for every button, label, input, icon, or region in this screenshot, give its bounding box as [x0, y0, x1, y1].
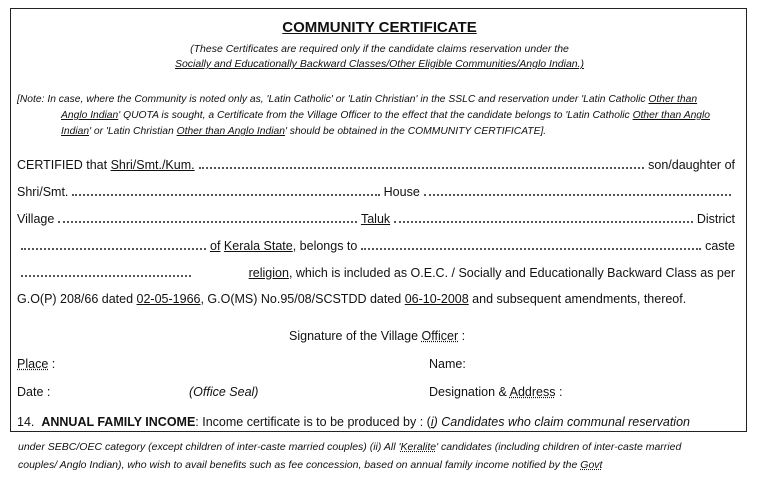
note-mid: ' QUOTA is sought, a Certificate from the Village Officer to the effect that the candidate belongs to 'Latin Catholic — [118, 110, 630, 121]
certificate-subtitle-line2: Socially and Educationally Backward Classes/Other Eligible Communities/Anglo Indian.) — [174, 58, 585, 70]
income-number: 14. — [17, 415, 35, 429]
body-line-5 — [17, 265, 735, 280]
village-label: Village — [17, 212, 55, 226]
note-line2 — [61, 110, 710, 121]
caste-label: caste — [705, 239, 735, 253]
income-line-2 — [18, 441, 681, 453]
shri-smt-label: Shri/Smt. — [17, 185, 69, 199]
note-other-than-anglo-2: Other than Anglo — [632, 110, 711, 121]
income-item-i: i — [430, 415, 434, 429]
name-label: Name: — [429, 357, 466, 371]
officer-label: Officer — [421, 329, 459, 343]
religion-blank — [21, 265, 191, 277]
certificate-title: COMMUNITY CERTIFICATE — [282, 19, 477, 36]
caste-blank — [361, 238, 701, 250]
go-prefix: G.O(P) 208/66 dated — [17, 292, 134, 306]
go-suffix: and subsequent amendments, thereof. — [472, 292, 687, 306]
note-other-than-1: Other than — [648, 94, 698, 105]
parent-name-blank — [72, 184, 379, 196]
date-label: Date : — [17, 385, 51, 399]
taluk-blank — [394, 211, 693, 223]
signature-colon: : — [458, 329, 466, 343]
kerala-state-label: Kerala State — [223, 239, 293, 253]
income-item-i-text: ) Candidates who claim communal reservation — [433, 415, 690, 429]
go-mid: , G.O(MS) No.95/08/SCSTDD dated — [200, 292, 402, 306]
note-or-text: ' or 'Latin Christian — [89, 126, 174, 137]
son-daughter-of-label: son/daughter of — [648, 158, 735, 172]
religion-label: religion — [248, 266, 289, 280]
place-label: Place — [17, 357, 49, 371]
of-label: of — [210, 239, 221, 253]
income-heading: ANNUAL FAMILY INCOME — [41, 415, 196, 429]
note-anglo-indian-1: Anglo Indian — [61, 110, 119, 121]
shri-smt-kum-label: Shri/Smt./Kum. — [110, 158, 195, 172]
candidate-name-blank — [199, 157, 645, 169]
body-line-3 — [17, 211, 735, 226]
go-date-1: 02-05-1966 — [136, 292, 201, 306]
income-intro: : Income certificate is to be produced by : ( — [195, 415, 431, 429]
note-indian-2: Indian — [61, 126, 90, 137]
income-line3-a: couples/ Anglo Indian), who wish to avail benefits such as fee concession, based on annual family income notified by the — [18, 459, 578, 471]
office-seal-label: (Office Seal) — [189, 385, 259, 399]
income-line2-b: ' candidates (including children of inter-caste married — [436, 441, 682, 453]
certified-that-label: CERTIFIED that — [17, 158, 108, 172]
note-line1 — [17, 94, 697, 105]
address-label: Address — [509, 385, 556, 399]
belongs-to-label: , belongs to — [292, 239, 358, 253]
body-line-4 — [17, 238, 735, 253]
govt-word: Govt — [580, 459, 603, 471]
note-suffix: ' should be obtained in the COMMUNITY CERTIFICATE]. — [284, 126, 547, 137]
designation-row — [429, 385, 562, 399]
designation-label: Designation & — [429, 385, 507, 399]
certificate-subtitle-line1: (These Certificates are required only if the candidate claims reservation under the — [190, 43, 569, 55]
address-colon: : — [555, 385, 563, 399]
certificate-box — [10, 8, 747, 432]
keralite-word: Keralite — [400, 441, 437, 453]
house-label: House — [383, 185, 420, 199]
body-line-2 — [17, 184, 735, 199]
district-label: District — [696, 212, 736, 226]
signature-line — [289, 329, 465, 343]
district-blank — [21, 238, 206, 250]
go-date-2: 06-10-2008 — [404, 292, 469, 306]
house-blank — [424, 184, 731, 196]
place-colon: : — [48, 357, 56, 371]
village-blank — [58, 211, 357, 223]
body-line-6 — [17, 292, 686, 306]
note-other-than-anglo-3: Other than Anglo Indian — [176, 126, 285, 137]
note-prefix: [Note: In case, where the Community is noted only as, 'Latin Catholic' or 'Latin Christian' in the SSLC and reservation under 'Latin Catholic — [17, 94, 646, 105]
note-line3 — [61, 126, 546, 137]
income-line-3 — [18, 459, 602, 471]
income-line2-a: under SEBC/OEC category (except children of inter-caste married couples) (ii) All ' — [18, 441, 401, 453]
taluk-label: Taluk — [360, 212, 391, 226]
income-line-1 — [17, 415, 690, 429]
signature-label: Signature of the Village — [289, 329, 419, 343]
included-text: , which is included as O.E.C. / Socially and Educationally Backward Class as per — [288, 266, 735, 280]
place-row — [17, 357, 55, 371]
body-line-1 — [17, 157, 735, 172]
